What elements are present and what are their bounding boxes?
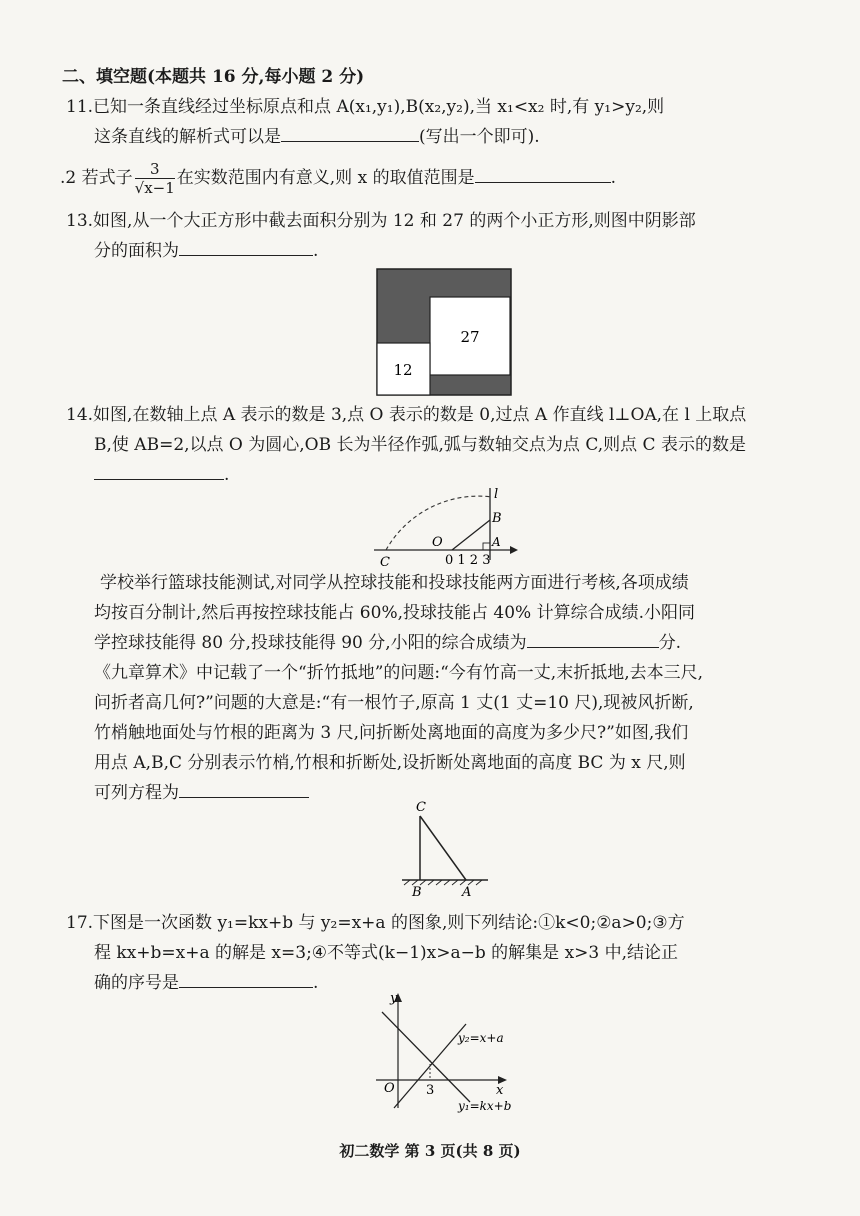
q14-label-O: O bbox=[432, 535, 443, 550]
q12-suffix: 在实数范围内有意义,则 x 的取值范围是 bbox=[176, 168, 475, 188]
q12-fraction bbox=[135, 161, 175, 197]
q17-text3: 确的序号是 bbox=[94, 973, 179, 993]
q14-answer-blank[interactable] bbox=[94, 464, 224, 480]
q14-end: . bbox=[224, 465, 230, 485]
q11-line1 bbox=[66, 96, 664, 118]
q14-segment-OB bbox=[452, 520, 490, 550]
q11-text2b: (写出一个即可). bbox=[419, 127, 540, 147]
q13-line2 bbox=[94, 240, 318, 262]
q16-line1: 《九章算术》中记载了一个“折竹抵地”的问题:“今有竹高一丈,末折抵地,去本三尺, bbox=[94, 663, 704, 683]
q12-answer-blank[interactable] bbox=[475, 167, 611, 183]
q13-answer-blank[interactable] bbox=[179, 240, 313, 256]
q14-figure bbox=[370, 484, 520, 570]
q17-line3 bbox=[94, 972, 318, 994]
q16-segment-CA bbox=[420, 816, 466, 880]
q17-line2: 程 kx+b=x+a 的解是 x=3;④不等式(k−1)x>a−b 的解集是 x>3 中,结论正 bbox=[94, 943, 679, 963]
q14-tick-labels: 0 1 2 3 bbox=[445, 553, 491, 568]
q12-denominator: √x−1 bbox=[134, 178, 175, 197]
q15-line2: 均按百分制计,然后再按控球技能占 60%,投球技能占 40% 计算综合成绩.小阳同 bbox=[94, 603, 695, 623]
section-heading: 二、填空题(本题共 16 分,每小题 2 分) bbox=[62, 67, 365, 87]
q16-answer-blank[interactable] bbox=[179, 782, 309, 798]
q14-line1 bbox=[66, 404, 746, 426]
q12-numerator: 3 bbox=[135, 161, 175, 179]
q12-end: . bbox=[610, 168, 616, 188]
q17-line1 bbox=[66, 912, 685, 934]
q15-line3 bbox=[94, 632, 681, 654]
q16-label-C: C bbox=[416, 800, 426, 815]
q16-figure bbox=[396, 800, 496, 900]
q14-axis-arrow bbox=[510, 546, 518, 554]
q16-line2: 问折者高几何?”问题的大意是:“有一根竹子,原高 1 丈(1 丈=10 尺),现被风折断, bbox=[94, 693, 694, 713]
q16-line5 bbox=[94, 782, 309, 804]
q15-text3b: 分. bbox=[658, 633, 682, 653]
q14-label-A: A bbox=[492, 535, 501, 549]
q16-line3: 竹梢触地面处与竹根的距离为 3 尺,问折断处离地面的高度为多少尺?”如图,我们 bbox=[94, 723, 689, 743]
q13-number: 13. bbox=[66, 211, 94, 231]
q17-label-y2: y₂=x+a bbox=[458, 1031, 504, 1045]
q17-label-y1: y₁=kx+b bbox=[458, 1099, 512, 1113]
q13-line1 bbox=[66, 210, 696, 232]
q14-label-C: C bbox=[380, 555, 390, 570]
page-footer: 初二数学 第 3 页(共 8 页) bbox=[339, 1142, 521, 1160]
q16-label-A: A bbox=[462, 885, 472, 900]
q14-line2: B,使 AB=2,以点 O 为圆心,OB 长为半径作弧,弧与数轴交点为点 C,则点 C 表示的数是 bbox=[94, 435, 746, 455]
q11-answer-blank[interactable] bbox=[281, 126, 419, 142]
q13-text1: 如图,从一个大正方形中截去面积分别为 12 和 27 的两个小正方形,则图中阴影部 bbox=[93, 211, 696, 231]
q17-label-y: y bbox=[390, 991, 398, 1006]
q16-label-B: B bbox=[412, 885, 422, 900]
q15-answer-blank[interactable] bbox=[527, 632, 659, 648]
q11-line2 bbox=[94, 126, 540, 148]
q13-label-12: 12 bbox=[393, 361, 413, 379]
q13-figure bbox=[374, 266, 514, 398]
q13-end: . bbox=[313, 241, 319, 261]
q14-label-B: B bbox=[492, 511, 502, 526]
q17-number: 17. bbox=[66, 913, 94, 933]
q14-line3 bbox=[94, 464, 229, 486]
q11-text1: 已知一条直线经过坐标原点和点 A(x₁,y₁),B(x₂,y₂),当 x₁<x₂ 时,有 y₁>y₂,则 bbox=[93, 97, 665, 117]
q14-text1: 如图,在数轴上点 A 表示的数是 3,点 O 表示的数是 0,过点 A 作直线 l⊥OA,在 l 上取点 bbox=[93, 405, 747, 425]
q12-prefix: 若式子 bbox=[81, 168, 133, 188]
q12-number: .2 bbox=[60, 168, 77, 188]
q15-line1: 学校举行篮球技能测试,对同学从控球技能和投球技能两方面进行考核,各项成绩 bbox=[100, 573, 689, 593]
q13-label-27: 27 bbox=[460, 328, 480, 346]
q17-label-x: x bbox=[496, 1083, 504, 1098]
q17-label-3: 3 bbox=[426, 1083, 435, 1098]
q17-text1: 下图是一次函数 y₁=kx+b 与 y₂=x+a 的图象,则下列结论:①k<0;②a>0;③方 bbox=[93, 913, 685, 933]
q17-figure bbox=[368, 990, 518, 1118]
q13-text2: 分的面积为 bbox=[94, 241, 179, 261]
q17-answer-blank[interactable] bbox=[179, 972, 313, 988]
q15-text3a: 学控球技能得 80 分,投球技能得 90 分,小阳的综合成绩为 bbox=[94, 633, 527, 653]
q17-end: . bbox=[313, 973, 319, 993]
q14-number: 14. bbox=[66, 405, 94, 425]
q14-right-angle bbox=[483, 543, 490, 550]
q16-line4: 用点 A,B,C 分别表示竹梢,竹根和折断处,设折断处离地面的高度 BC 为 x 尺,则 bbox=[94, 753, 686, 773]
q16-text5: 可列方程为 bbox=[94, 783, 179, 803]
q12-line bbox=[60, 156, 616, 200]
q14-label-l: l bbox=[494, 487, 499, 502]
q11-text2a: 这条直线的解析式可以是 bbox=[94, 127, 281, 147]
q17-label-O: O bbox=[384, 1081, 395, 1096]
q11-number: 11. bbox=[66, 97, 94, 117]
